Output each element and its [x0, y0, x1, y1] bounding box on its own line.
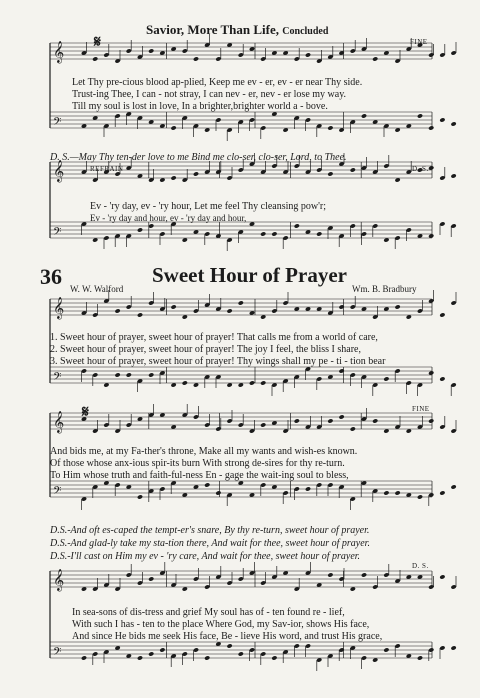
bass-clef-icon: 𝄢 — [53, 116, 62, 131]
lyric-line: Let Thy pre-cious blood ap-plied, Keep me ev - er, ev - er near Thy side. — [72, 77, 363, 88]
lyric-line: 2. Sweet hour of prayer, sweet hour of prayer! The joy I feel, the bliss I share, — [50, 344, 361, 355]
note-head — [383, 376, 389, 381]
bass-clef-icon: 𝄢 — [53, 371, 62, 386]
lyric-line: And bids me, at my Fa-ther's throne, Make all my wants and wish-es known. — [50, 446, 358, 457]
author-credit: W. W. Walford — [70, 284, 124, 294]
lyric-line: Ev - 'ry day and hour, ev - 'ry day and hour, — [90, 213, 247, 223]
note-head — [439, 490, 445, 495]
lyric-line: And since He bids me seek His face, Be - lieve His word, and trust His grace, — [72, 631, 383, 642]
segno-sign: 𝄋 — [94, 34, 101, 51]
note-head — [271, 655, 277, 660]
note-head — [271, 231, 277, 236]
composer-credit: Wm. B. Bradbury — [352, 284, 417, 294]
hymn-number: 36 — [40, 264, 62, 289]
note-head — [395, 490, 401, 495]
note-head — [238, 651, 244, 656]
note-head — [137, 494, 143, 499]
lyric-line: In sea-sons of dis-tress and grief My soul has of - ten found re - lief, — [72, 607, 345, 618]
note-head — [260, 422, 266, 427]
fine-label: FINE — [410, 38, 428, 46]
note-head — [339, 414, 345, 419]
note-head — [137, 227, 143, 232]
note-head — [159, 647, 165, 652]
treble-clef-icon: 𝄞 — [53, 411, 65, 433]
lyric-line: With such I has - ten to the place Where God, my Sav-ior, shows His face, — [72, 619, 370, 630]
ds-line: D.S.-And oft es-caped the tempt-er's snare, By thy re-turn, sweet hour of prayer. — [50, 525, 370, 536]
lyric-line: Of those whose anx-ious spir-its burn With strong de-sires for thy re-turn. — [50, 458, 345, 469]
ds-line: D. S.—May Thy ten-der love to me Bind me clo-ser, clo-ser, Lord, to Thee. — [50, 152, 347, 163]
note-head — [305, 52, 311, 57]
note-head — [327, 418, 333, 423]
note-head — [193, 56, 199, 61]
note-head — [439, 574, 445, 579]
lyric-line: Trust-ing Thee, I can - not stray, I can nev - er, nev - er lose my way. — [72, 89, 347, 100]
note-head — [260, 380, 266, 385]
lyric-line: Till my soul is lost in love, In a brighter,brighter world a - bove. — [72, 101, 328, 112]
note-head — [350, 426, 356, 431]
note-head — [451, 173, 457, 178]
note-head — [350, 167, 356, 172]
note-head — [171, 175, 177, 180]
lyric-line: 1. Sweet hour of prayer, sweet hour of prayer! That calls me from a world of care, — [50, 332, 378, 343]
note-head — [361, 113, 367, 118]
note-head — [439, 376, 445, 381]
note-head — [327, 171, 333, 176]
note-head — [148, 372, 154, 377]
note-head — [249, 380, 255, 385]
lyric-line: 3. Sweet hour of prayer, sweet hour of prayer! Thy wings shall my pe - ti - tion bear — [50, 356, 386, 367]
bass-clef-icon: 𝄢 — [53, 646, 62, 661]
note-head — [115, 308, 121, 313]
lyric-line: Ev - 'ry day, ev - 'ry hour, Let me feel Thy cleansing pow'r; — [90, 201, 327, 212]
hymn2-title: Sweet Hour of Prayer — [152, 263, 347, 287]
note-head — [439, 312, 445, 317]
note-head — [227, 643, 233, 648]
note-head — [417, 494, 423, 499]
note-head — [137, 655, 143, 660]
bass-clef-icon: 𝄢 — [53, 485, 62, 500]
note-head — [327, 125, 333, 130]
note-head — [451, 121, 457, 126]
segno-sign: 𝄋 — [82, 404, 89, 421]
note-head — [417, 113, 423, 118]
note-head — [439, 117, 445, 122]
ds-line: D.S.-I'll cast on Him my ev - 'ry care, And wait for thee, sweet hour of prayer. — [50, 551, 361, 562]
note-head — [92, 56, 98, 61]
hymn1-title: Savior, More Than Life, Concluded — [146, 22, 329, 37]
note-head — [182, 380, 188, 385]
note-head — [227, 308, 233, 313]
treble-clef-icon: 𝄞 — [53, 297, 65, 319]
note-head — [383, 647, 389, 652]
note-head — [294, 418, 300, 423]
bass-clef-icon: 𝄢 — [53, 226, 62, 241]
ds-mark: D. S. — [412, 562, 429, 570]
note-head — [316, 231, 322, 236]
note-head — [126, 372, 132, 377]
note-head — [372, 56, 378, 61]
note-head — [327, 572, 333, 577]
note-head — [417, 655, 423, 660]
note-head — [193, 171, 199, 176]
fine-label: FINE — [412, 405, 430, 413]
note-head — [215, 490, 221, 495]
note-head — [395, 304, 401, 309]
note-head — [115, 372, 121, 377]
note-head — [294, 223, 300, 228]
note-head — [238, 300, 244, 305]
note-head — [372, 418, 378, 423]
note-head — [137, 312, 143, 317]
note-head — [148, 651, 154, 656]
treble-clef-icon: 𝄞 — [53, 41, 65, 63]
note-head — [451, 484, 457, 489]
note-head — [81, 655, 87, 660]
treble-clef-icon: 𝄞 — [53, 160, 65, 182]
lyric-line: To Him whose truth and faith-ful-ness En - gage the wait-ing soul to bless, — [50, 470, 349, 481]
note-head — [260, 231, 266, 236]
note-head — [204, 482, 210, 487]
note-head — [204, 655, 210, 660]
ds-line: D.S.-And glad-ly take my sta-tion there, And wait for thee, sweet hour of prayer. — [50, 538, 370, 549]
note-head — [148, 576, 154, 581]
note-head — [451, 645, 457, 650]
refrain-label: REFRAIN — [90, 165, 124, 173]
note-head — [361, 572, 367, 577]
note-head — [148, 48, 154, 53]
note-head — [171, 304, 177, 309]
treble-clef-icon: 𝄞 — [53, 569, 65, 591]
note-head — [383, 490, 389, 495]
note-head — [171, 125, 177, 130]
note-head — [305, 486, 311, 491]
ds-mark: D. S. — [412, 165, 429, 173]
note-head — [428, 418, 434, 423]
note-head — [428, 125, 434, 130]
